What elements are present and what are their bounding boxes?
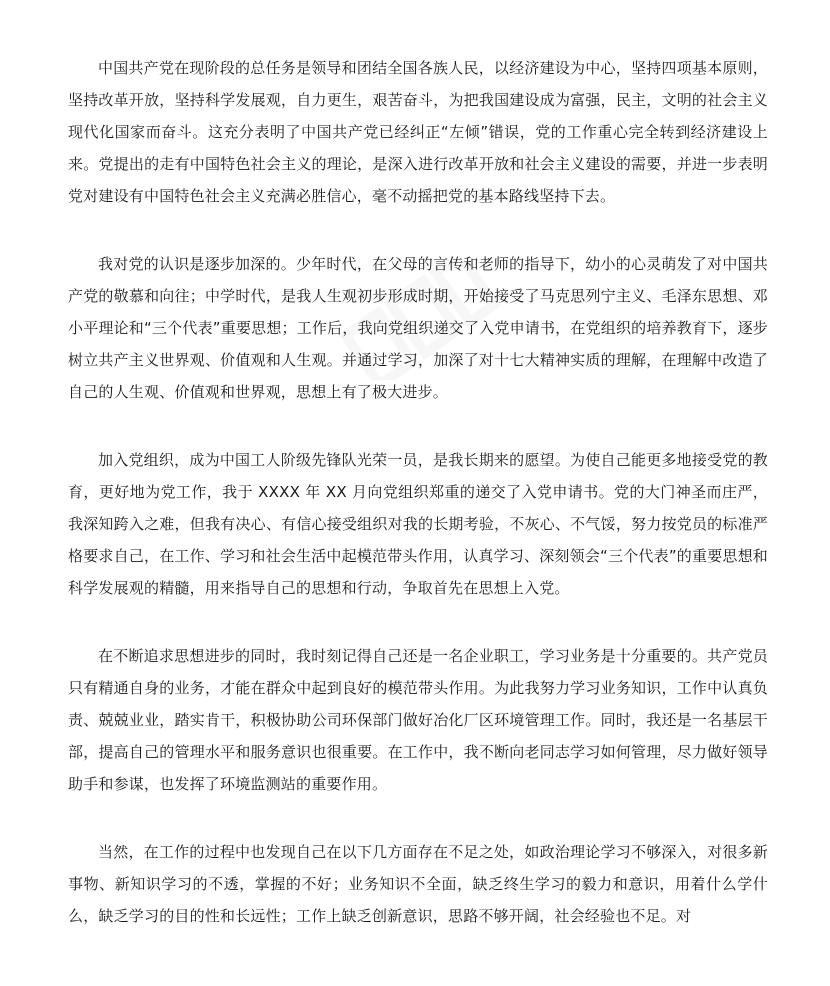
paragraph-2: 我对党的认识是逐步加深的。少年时代，在父母的言传和老师的指导下，幼小的心灵萌发了对中国共产党的敬慕和向往；中学时代，是我人生观初步形成时期，开始接受了马克思列宁主义、毛泽东思想、邓小平理论和“三个代表”重要思想；工作后，我向党组织递交了入党申请书，在党组织的培养教育下，逐步树立共产主义世界观、价值观和人生观。并通过学习，加深了对十七大精神实质的理解，在理解中改造了自己的人生观、价值观和世界观，思想上有了极大进步。 (68, 255, 768, 401)
paragraph-1: 中国共产党在现阶段的总任务是领导和团结全国各族人民，以经济建设为中心，坚持四项基本原则，坚持改革开放，坚持科学发展观，自力更生，艰苦奋斗，为把我国建设成为富强，民主，文明的社会主义现代化国家而奋斗。这充分表明了中国共产党已经纠正“左倾”错误，党的工作重心完全转到经济建设上来。党提出的走有中国特色社会主义的理论，是深入进行改革开放和社会主义建设的需要，并进一步表明党对建设有中国特色社会主义充满必胜信心，毫不动摇把党的基本路线坚持下去。 (68, 59, 768, 205)
document-body (68, 52, 768, 968)
paragraph-5: 当然，在工作的过程中也发现自己在以下几方面存在不足之处，如政治理论学习不够深入，对很多新事物、新知识学习的不透，掌握的不好；业务知识不全面，缺乏终生学习的毅力和意识，用着什么学什么，缺乏学习的目的性和长远性；工作上缺乏创新意识，思路不够开阔，社会经验也不足。对 (68, 843, 768, 925)
paragraph-4: 在不断追求思想进步的同时，我时刻记得自己还是一名企业职工，学习业务是十分重要的。共产党员只有精通自身的业务，才能在群众中起到良好的模范带头作用。为此我努力学习业务知识，工作中认真负责、兢兢业业，踏实肯干，积极协助公司环保部门做好冶化厂区环境管理工作。同时，我还是一名基层干部，提高自己的管理水平和服务意识也很重要。在工作中，我不断向老同志学习如何管理，尽力做好领导助手和参谋，也发挥了环境监测站的重要作用。 (68, 647, 768, 793)
paragraph-3: 加入党组织，成为中国工人阶级先锋队光荣一员，是我长期来的愿望。为使自己能更多地接受党的教育，更好地为党工作，我于 XXXX 年 XX 月向党组织郑重的递交了入党申请书。党的大门神圣而庄严，我深知跨入之难，但我有决心、有信心接受组织对我的长期考验，不灰心、不气馁，努力按党员的标准严格要求自己，在工作、学习和社会生活中起模范带头作用，认真学习、深刻领会“三个代表”的重要思想和科学发展观的精髓，用来指导自己的思想和行动，争取首先在思想上入党。 (68, 451, 768, 597)
